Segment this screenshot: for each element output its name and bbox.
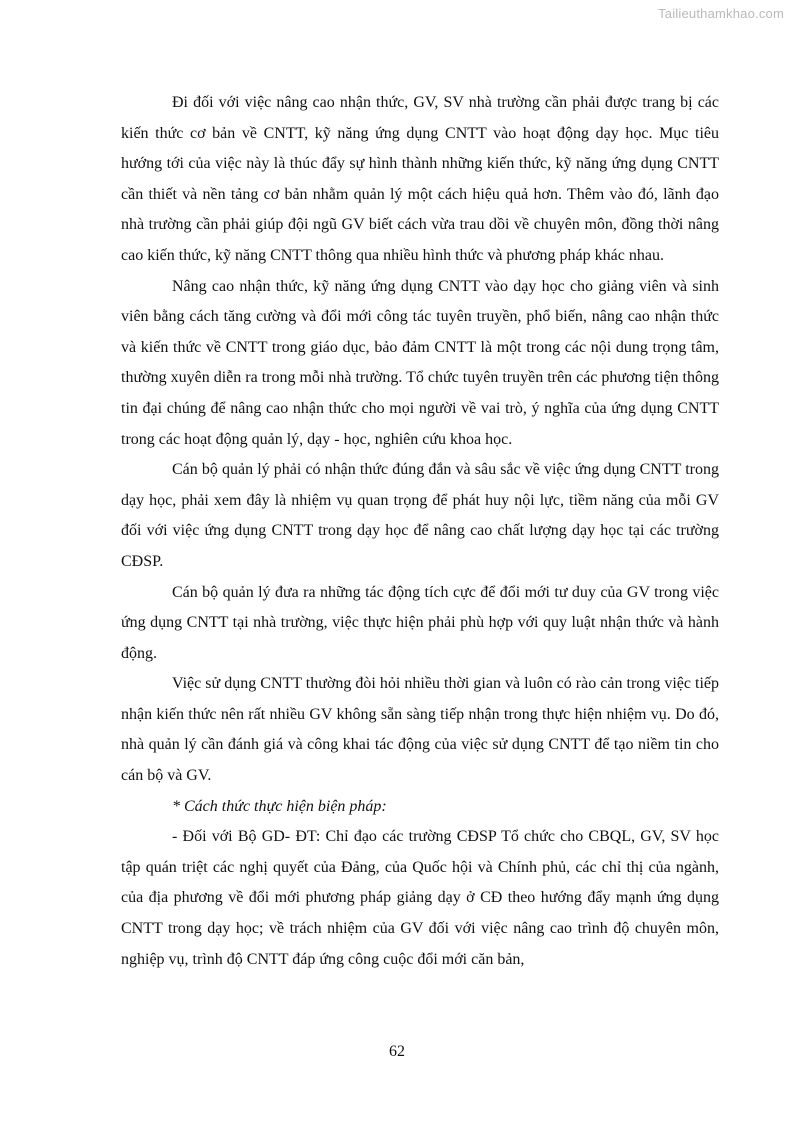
paragraph-3: Cán bộ quản lý phải có nhận thức đúng đắn và sâu sắc về việc ứng dụng CNTT trong dạy học, phải xem đây là nhiệm vụ quan trọng để phát huy nội lực, tiềm năng của mỗi GV đối với việc ứng dụng CNTT trong dạy học để nâng cao chất lượng dạy học tại các trường CĐSP. (121, 461, 719, 570)
paragraph-2: Nâng cao nhận thức, kỹ năng ứng dụng CNTT vào dạy học cho giảng viên và sinh viên bằng cách tăng cường và đổi mới công tác tuyên truyền, phổ biến, nâng cao nhận thức và kiến thức về CNTT trong giáo dục, bảo đảm CNTT là một trong các nội dung trọng tâm, thường xuyên diễn ra trong mỗi nhà trường. Tổ chức tuyên truyền trên các phương tiện thông tin đại chúng để nâng cao nhận thức cho mọi người về vai trò, ý nghĩa của ứng dụng CNTT trong các hoạt động quản lý, dạy - học, nghiên cứu khoa học. (121, 277, 719, 448)
paragraph-1: Đi đối với việc nâng cao nhận thức, GV, SV nhà trường cần phải được trang bị các kiến thức cơ bản về CNTT, kỹ năng ứng dụng CNTT vào hoạt động dạy học. Mục tiêu hướng tới của việc này là thúc đẩy sự hình thành những kiến thức, kỹ năng ứng dụng CNTT cần thiết và nền tảng cơ bản nhằm quản lý một cách hiệu quả hơn. Thêm vào đó, lãnh đạo nhà trường cần phải giúp đội ngũ GV biết cách vừa trau dồi về chuyên môn, đồng thời nâng cao kiến thức, kỹ năng CNTT thông qua nhiều hình thức và phương pháp khác nhau. (121, 94, 719, 264)
paragraph-4: Cán bộ quản lý đưa ra những tác động tích cực để đổi mới tư duy của GV trong việc ứng dụng CNTT tại nhà trường, việc thực hiện phải phù hợp với quy luật nhận thức và hành động. (121, 583, 719, 662)
paragraph-5: Việc sử dụng CNTT thường đòi hỏi nhiều thời gian và luôn có rào cản trong việc tiếp nhận kiến thức nên rất nhiều GV không sẵn sàng tiếp nhận trong thực hiện nhiệm vụ. Do đó, nhà quản lý cần đánh giá và công khai tác động của việc sử dụng CNTT để tạo niềm tin cho cán bộ và GV. (121, 675, 719, 785)
section-heading-implementation: * Cách thức thực hiện biện pháp: (172, 797, 387, 815)
document-body (121, 88, 719, 975)
page-number: 62 (389, 1043, 405, 1060)
watermark-text: Tailieuthamkhao.com (658, 6, 784, 21)
paragraph-6: - Đối với Bộ GD- ĐT: Chỉ đạo các trường CĐSP Tổ chức cho CBQL, GV, SV học tập quán triệt các nghị quyết của Đảng, của Quốc hội và Chính phủ, các chỉ thị của ngành, của địa phương về đổi mới phương pháp giảng dạy ở CĐ theo hướng đẩy mạnh ứng dụng CNTT trong dạy học; về trách nhiệm của GV đối với việc nâng cao trình độ chuyên môn, nghiệp vụ, trình độ CNTT đáp ứng công cuộc đổi mới căn bản, (121, 828, 719, 968)
